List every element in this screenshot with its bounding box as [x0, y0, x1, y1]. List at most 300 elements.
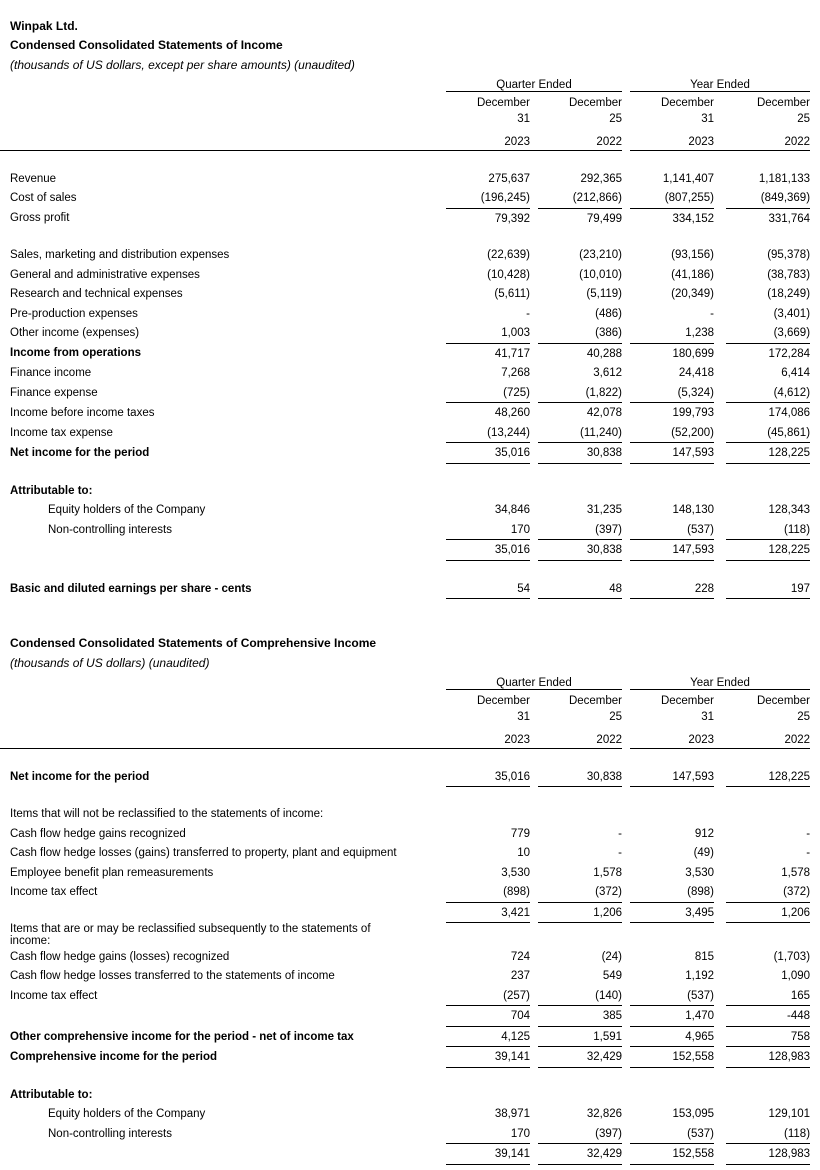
spacer-cell	[714, 520, 726, 540]
spacer-cell	[714, 500, 726, 520]
cell-value: (38,783)	[767, 268, 811, 281]
spacer-cell	[530, 520, 538, 540]
cell-value: 549	[602, 970, 623, 983]
cell-value	[538, 923, 622, 947]
cell-value	[446, 481, 530, 501]
row-label: Income before income taxes	[10, 406, 155, 419]
spacer-cell	[530, 188, 538, 208]
spacer-cell	[438, 481, 446, 501]
cell-value: 32,429	[538, 1047, 622, 1068]
cell-value: (537)	[630, 520, 714, 540]
spacer-cell	[622, 986, 630, 1006]
spacer-cell	[530, 265, 538, 285]
column-header-spacer	[0, 109, 438, 125]
spacer-cell	[0, 463, 810, 481]
statement-row	[0, 245, 810, 265]
cell-value: (23,210)	[579, 249, 623, 262]
statement-row	[0, 443, 810, 464]
spacer-cell	[714, 1144, 726, 1165]
cell-value: (10,428)	[487, 268, 530, 281]
spacer-cell	[622, 188, 630, 208]
cell-value: 48,260	[494, 407, 530, 420]
spacer-cell	[438, 767, 446, 787]
spacer-cell	[530, 1026, 538, 1047]
spacer-cell	[530, 579, 538, 599]
spacer-cell	[714, 1006, 726, 1027]
cell-value	[726, 1085, 810, 1105]
cell-value: 197	[726, 579, 810, 599]
cell-value: 39,141	[446, 1144, 530, 1165]
spacer-cell	[714, 689, 726, 707]
day-header: 31	[701, 710, 715, 723]
quarter-ended-header: Quarter Ended	[446, 75, 622, 92]
document-header	[0, 0, 820, 75]
spacer-cell	[622, 882, 630, 902]
spacer-cell	[622, 169, 630, 189]
statement-row	[0, 208, 810, 228]
cell-value: (212,866)	[538, 188, 622, 208]
statement-row	[0, 923, 810, 947]
cell-value: 42,078	[586, 407, 623, 420]
row-label	[0, 1006, 438, 1027]
cell-value: 128,343	[768, 504, 811, 517]
row-label: Income tax effect	[10, 886, 98, 899]
spacer-cell	[622, 1026, 630, 1047]
comprehensive-income-table	[0, 673, 810, 1165]
cell-value: 1,003	[446, 323, 530, 343]
spacer-cell	[438, 863, 446, 883]
cell-value: 79,499	[586, 212, 623, 225]
spacer-cell	[530, 208, 538, 228]
cell-value: 34,846	[494, 504, 530, 517]
day-header: 31	[517, 112, 530, 125]
spacer-cell	[622, 343, 630, 363]
row-label: Finance expense	[10, 386, 98, 399]
statement-row	[0, 188, 810, 208]
spacer-cell	[622, 1085, 630, 1105]
spacer-cell	[622, 363, 630, 383]
spacer-cell	[438, 947, 446, 967]
statement-row	[0, 383, 810, 403]
spacer-cell	[438, 208, 446, 228]
cell-value: (537)	[630, 1124, 714, 1144]
spacer-cell	[714, 882, 726, 902]
cell-value: 129,101	[768, 1108, 811, 1121]
cell-value: 128,225	[726, 540, 810, 561]
spacer-cell	[530, 500, 538, 520]
cell-value: 35,016	[446, 443, 530, 464]
cell-value: (3,669)	[726, 323, 810, 343]
spacer-cell	[530, 125, 538, 151]
spacer-cell	[622, 284, 630, 304]
day-header: 31	[517, 710, 530, 723]
statement2-subtitle: (thousands of US dollars) (unaudited)	[10, 655, 210, 670]
year-header-row	[0, 723, 810, 749]
spacer-cell	[622, 500, 630, 520]
cell-value: 1,141,407	[662, 172, 715, 185]
spacer-cell	[622, 1006, 630, 1027]
spacer-cell	[438, 323, 446, 343]
spacer-cell	[622, 245, 630, 265]
cell-value: 38,971	[494, 1108, 530, 1121]
cell-value: (386)	[538, 323, 622, 343]
cell-value: 704	[446, 1006, 530, 1027]
cell-value: 153,095	[672, 1108, 715, 1121]
statement-row	[0, 947, 810, 967]
spacer-cell	[438, 986, 446, 1006]
cell-value: 1,238	[630, 323, 714, 343]
spacer-cell	[714, 245, 726, 265]
spacer-cell	[714, 986, 726, 1006]
spacer-cell	[622, 966, 630, 986]
cell-value: (18,249)	[767, 288, 811, 301]
company-name: Winpak Ltd.	[10, 19, 78, 33]
month-header: December	[568, 694, 623, 707]
cell-value: (725)	[446, 383, 530, 403]
statement-row	[0, 403, 810, 423]
cell-value	[726, 481, 810, 501]
spacer-cell	[530, 923, 538, 947]
cell-value: 128,983	[726, 1144, 810, 1165]
spacer-cell	[530, 284, 538, 304]
statement-row	[0, 304, 810, 324]
month-header: December	[660, 96, 715, 109]
cell-value: 758	[726, 1026, 810, 1047]
year-header: 2023	[446, 723, 530, 749]
statement-row	[0, 824, 810, 844]
row-label: Attributable to:	[10, 484, 93, 497]
year-header: 2023	[630, 723, 714, 749]
spacer-cell	[530, 986, 538, 1006]
group-gap-cell	[622, 673, 630, 690]
spacer-cell	[438, 824, 446, 844]
spacer-cell	[622, 1124, 630, 1144]
spacer-cell	[530, 91, 538, 109]
spacer-cell	[530, 304, 538, 324]
statement-row	[0, 363, 810, 383]
statement1-subtitle: (thousands of US dollars, except per share amounts) (unaudited)	[10, 57, 355, 72]
statement-row	[0, 1104, 810, 1124]
cell-value: 172,284	[768, 347, 811, 360]
cell-value	[726, 923, 810, 947]
spacer-cell	[530, 843, 538, 863]
spacer-cell	[438, 689, 446, 707]
cell-value: (45,861)	[726, 423, 810, 443]
spacer-cell	[714, 1104, 726, 1124]
cell-value	[538, 804, 622, 824]
row-label: Other income (expenses)	[10, 327, 140, 340]
row-label: Finance income	[10, 367, 92, 380]
year-header: 2022	[538, 723, 622, 749]
row-label: Basic and diluted earnings per share - cents	[10, 582, 252, 595]
cell-value: 334,152	[672, 212, 715, 225]
cell-value	[446, 804, 530, 824]
row-label: Items that are or may be reclassified subsequently to the statements of income:	[10, 922, 371, 947]
row-label: Revenue	[10, 172, 57, 185]
spacer-cell	[530, 863, 538, 883]
spacer-cell	[438, 245, 446, 265]
spacer-cell	[622, 125, 630, 151]
spacer-cell	[622, 91, 630, 109]
spacer-row	[0, 560, 810, 579]
spacer-cell	[438, 723, 446, 749]
cell-value: 331,764	[768, 212, 811, 225]
row-label	[0, 540, 438, 561]
spacer-cell	[530, 423, 538, 443]
cell-value: 35,016	[446, 540, 530, 561]
statement-row	[0, 767, 810, 787]
row-label: Net income for the period	[10, 447, 150, 460]
cell-value	[630, 481, 714, 501]
statement-row	[0, 1026, 810, 1047]
cell-value: (10,010)	[579, 268, 623, 281]
row-label: Gross profit	[10, 212, 70, 225]
spacer-cell	[622, 323, 630, 343]
spacer-cell	[438, 1104, 446, 1124]
cell-value	[446, 923, 530, 947]
day-header: 25	[797, 112, 811, 125]
cell-value	[446, 1085, 530, 1105]
spacer-cell	[714, 91, 726, 109]
cell-value: (24)	[601, 950, 623, 963]
statement-row	[0, 284, 810, 304]
cell-value: (898)	[630, 882, 714, 902]
statement-row	[0, 986, 810, 1006]
row-label: Cash flow hedge losses transferred to the statements of income	[10, 970, 335, 983]
cell-value: 32,826	[586, 1108, 623, 1121]
spacer-cell	[438, 265, 446, 285]
spacer-cell	[0, 560, 810, 579]
row-label: Income tax expense	[10, 426, 113, 439]
cell-value: 1,090	[781, 970, 811, 983]
statement-row	[0, 843, 810, 863]
spacer-cell	[530, 824, 538, 844]
month-header: December	[476, 96, 530, 109]
group-gap-cell	[622, 75, 630, 92]
month-header: December	[756, 96, 811, 109]
spacer-cell	[530, 902, 538, 923]
spacer-cell	[622, 481, 630, 501]
spacer-cell	[438, 75, 446, 92]
spacer-cell	[714, 169, 726, 189]
cell-value: 10	[517, 847, 530, 860]
spacer-row	[0, 463, 810, 481]
spacer-cell	[714, 109, 726, 125]
row-label: Research and technical expenses	[10, 288, 183, 301]
cell-value: (196,245)	[446, 188, 530, 208]
spacer-cell	[714, 323, 726, 343]
spacer-cell	[714, 443, 726, 464]
year-header: 2023	[630, 125, 714, 151]
header-group-row	[0, 673, 810, 690]
row-label: Items that will not be reclassified to the statements of income:	[10, 808, 324, 821]
cell-value: (20,349)	[671, 288, 715, 301]
cell-value: (898)	[446, 882, 530, 902]
cell-value: 54	[446, 579, 530, 599]
cell-value: (13,244)	[446, 423, 530, 443]
spacer-cell	[530, 1047, 538, 1068]
spacer-cell	[530, 1085, 538, 1105]
spacer-row	[0, 1067, 810, 1085]
spacer-cell	[0, 150, 810, 169]
cell-value: -	[618, 847, 623, 860]
cell-value: 152,558	[630, 1047, 714, 1068]
cell-value: 40,288	[586, 347, 623, 360]
cell-value: 147,593	[630, 540, 714, 561]
cell-value: 32,429	[538, 1144, 622, 1165]
spacer-cell	[438, 540, 446, 561]
year-header: 2023	[446, 125, 530, 151]
row-label: Cost of sales	[10, 192, 77, 205]
row-label: Comprehensive income for the period	[10, 1051, 218, 1064]
spacer-cell	[530, 323, 538, 343]
spacer-cell	[622, 520, 630, 540]
year-ended-header: Year Ended	[630, 75, 810, 92]
statement-row	[0, 902, 810, 923]
spacer-cell	[530, 363, 538, 383]
cell-value: 292,365	[580, 172, 623, 185]
spacer-cell	[530, 443, 538, 464]
cell-value: 275,637	[488, 172, 530, 185]
spacer-cell	[622, 767, 630, 787]
year-ended-header: Year Ended	[630, 673, 810, 690]
cell-value	[538, 1085, 622, 1105]
month-header: December	[756, 694, 811, 707]
spacer-cell	[530, 245, 538, 265]
row-label	[0, 902, 438, 923]
row-label: Equity holders of the Company	[48, 1108, 206, 1121]
spacer-cell	[622, 707, 630, 723]
cell-value: 170	[446, 520, 530, 540]
row-label: Cash flow hedge gains (losses) recognized	[10, 950, 230, 963]
spacer-cell	[714, 902, 726, 923]
cell-value: (3,401)	[773, 307, 811, 320]
cell-value: (397)	[538, 520, 622, 540]
spacer-cell	[438, 383, 446, 403]
cell-value: 3,530	[685, 866, 715, 879]
spacer-cell	[530, 882, 538, 902]
spacer-cell	[714, 947, 726, 967]
spacer-cell	[438, 284, 446, 304]
spacer-cell	[438, 882, 446, 902]
spacer-cell	[530, 767, 538, 787]
cell-value: 1,591	[538, 1026, 622, 1047]
cell-value: 1,578	[593, 866, 623, 879]
spacer-cell	[622, 902, 630, 923]
spacer-cell	[622, 443, 630, 464]
column-header-spacer	[0, 689, 438, 707]
spacer-cell	[622, 304, 630, 324]
spacer-cell	[714, 188, 726, 208]
statement-row	[0, 882, 810, 902]
cell-value: (807,255)	[630, 188, 714, 208]
spacer-cell	[438, 520, 446, 540]
cell-value: 128,225	[726, 767, 810, 787]
header-group-row	[0, 75, 810, 92]
spacer-cell	[0, 1067, 810, 1085]
cell-value: (1,822)	[538, 383, 622, 403]
spacer-cell	[714, 423, 726, 443]
spacer-cell	[714, 540, 726, 561]
row-label: Other comprehensive income for the period - net of income tax	[10, 1030, 354, 1043]
statement2-title: Condensed Consolidated Statements of Comprehensive Income	[10, 636, 377, 651]
spacer-cell	[438, 843, 446, 863]
spacer-cell	[530, 1104, 538, 1124]
spacer-cell	[622, 109, 630, 125]
cell-value: 180,699	[672, 347, 715, 360]
row-label: Non-controlling interests	[48, 1127, 173, 1140]
month-header: December	[660, 694, 715, 707]
cell-value: 779	[510, 827, 530, 840]
row-label: Non-controlling interests	[48, 523, 173, 536]
spacer-cell	[622, 403, 630, 423]
cell-value: 3,530	[501, 866, 530, 879]
cell-value: -448	[726, 1006, 810, 1027]
column-header-spacer	[0, 707, 438, 723]
cell-value: 815	[694, 950, 715, 963]
cell-value: (118)	[726, 1124, 810, 1144]
cell-value: 35,016	[446, 767, 530, 787]
spacer-cell	[714, 723, 726, 749]
cell-value: 128,225	[726, 443, 810, 464]
spacer-cell	[714, 923, 726, 947]
cell-value: 724	[510, 950, 530, 963]
cell-value: (118)	[726, 520, 810, 540]
statement-row	[0, 863, 810, 883]
spacer-cell	[0, 228, 810, 245]
cell-value: 7,268	[501, 367, 530, 380]
cell-value: 152,558	[630, 1144, 714, 1165]
month-header-row	[0, 91, 810, 109]
spacer-cell	[438, 109, 446, 125]
cell-value: (372)	[726, 882, 810, 902]
spacer-cell	[530, 1006, 538, 1027]
row-label: Sales, marketing and distribution expenses	[10, 249, 230, 262]
statement-row	[0, 804, 810, 824]
statement-row	[0, 481, 810, 501]
cell-value: 30,838	[538, 767, 622, 787]
cell-value: -	[710, 307, 715, 320]
row-label: Income tax effect	[10, 989, 98, 1002]
month-header: December	[568, 96, 623, 109]
cell-value: 24,418	[678, 367, 715, 380]
cell-value: 170	[446, 1124, 530, 1144]
day-header: 25	[609, 112, 623, 125]
statement-row	[0, 265, 810, 285]
spacer-cell	[622, 423, 630, 443]
spacer-cell	[438, 902, 446, 923]
spacer-cell	[438, 1006, 446, 1027]
year-header: 2022	[726, 723, 810, 749]
cell-value	[538, 481, 622, 501]
spacer-cell	[0, 787, 810, 805]
cell-value: (486)	[595, 307, 623, 320]
cell-value: 174,086	[768, 407, 811, 420]
cell-value: 237	[510, 970, 530, 983]
spacer-cell	[530, 966, 538, 986]
spacer-cell	[530, 540, 538, 561]
cell-value: 147,593	[630, 767, 714, 787]
spacer-cell	[530, 403, 538, 423]
statement-row	[0, 1144, 810, 1165]
spacer-row	[0, 787, 810, 805]
spacer-cell	[438, 579, 446, 599]
spacer-cell	[714, 304, 726, 324]
spacer-cell	[714, 1047, 726, 1068]
cell-value: (372)	[538, 882, 622, 902]
spacer-cell	[438, 500, 446, 520]
spacer-row	[0, 748, 810, 767]
